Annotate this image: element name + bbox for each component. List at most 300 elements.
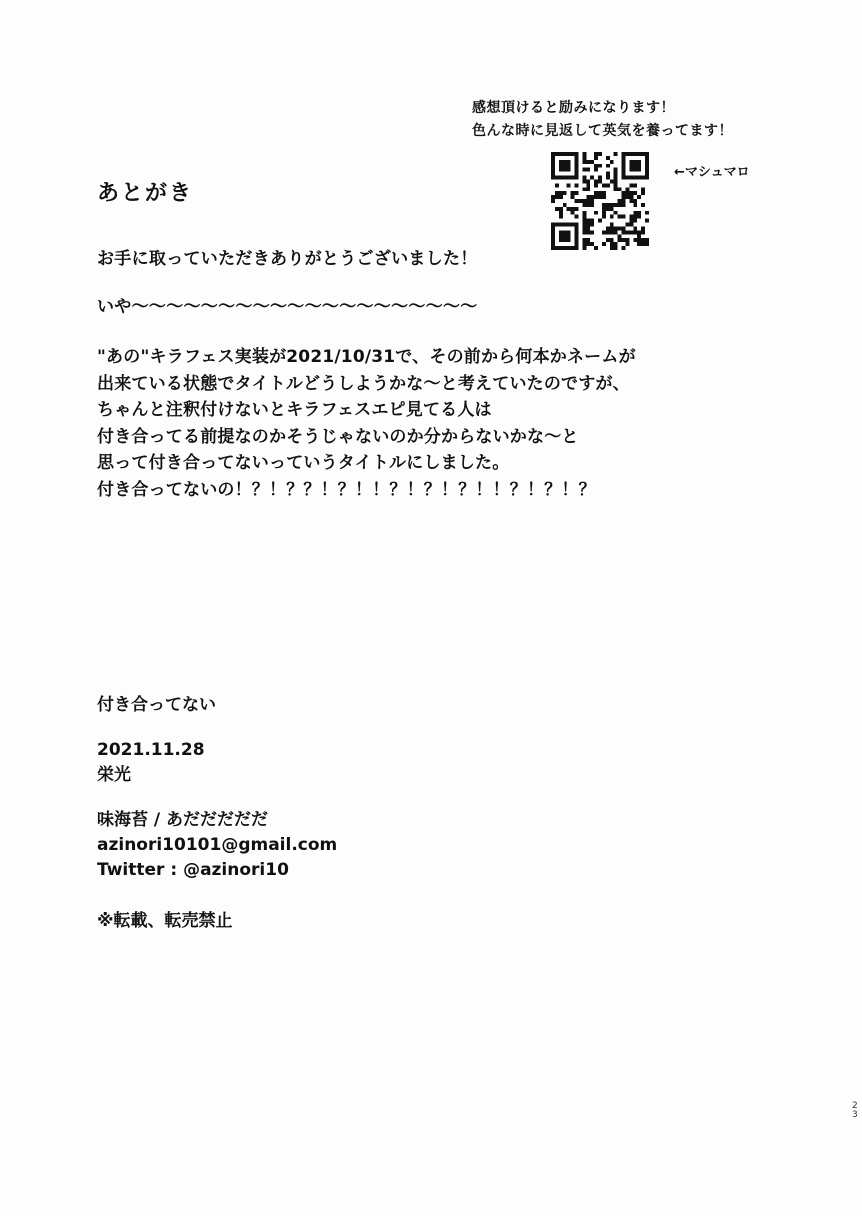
qr-module [567,223,571,227]
qr-module [602,207,606,211]
qr-module [637,230,641,234]
qr-module [598,152,602,156]
qr-module [590,160,594,164]
qr-module [610,246,614,250]
qr-module [606,176,610,180]
qr-module [582,215,586,219]
paragraph-line: 付き合ってる前提なのかそうじゃないのか分からないかな〜と [97,426,579,447]
qr-module [633,238,637,242]
qr-module [622,176,626,180]
qr-module [645,211,649,215]
qr-module [555,191,559,195]
qr-module [555,223,559,227]
qr-module [625,230,629,234]
qr-module [586,219,590,223]
qr-module [614,179,618,183]
qr-module [629,230,633,234]
qr-module [582,203,586,207]
qr-module [563,164,567,168]
qr-module [618,203,622,207]
qr-module [586,168,590,172]
qr-code-icon[interactable] [551,152,649,250]
qr-module [567,234,571,238]
qr-module [551,160,555,164]
qr-module [622,226,626,230]
paragraph-line: 付き合ってないの！？！？？！？！！？！？！？！！？！？！？ [97,479,596,500]
qr-module [614,187,618,191]
paragraph-line: 思って付き合ってないっていうタイトルにしました。 [97,453,510,473]
qr-module [622,191,626,195]
twitter-handle: Twitter : @azinori10 [97,860,289,880]
qr-module [622,152,626,156]
qr-module [590,242,594,246]
reprint-notice: ※転載、転売禁止 [97,911,233,931]
qr-module [645,160,649,164]
qr-module [637,215,641,219]
qr-module [590,219,594,223]
qr-module [582,160,586,164]
qr-module [602,191,606,195]
qr-module [614,183,618,187]
qr-module [551,152,555,156]
qr-module [563,176,567,180]
qr-module [575,152,579,156]
qr-module [598,191,602,195]
page-number-digit: 3 [852,1110,858,1120]
qr-module [633,211,637,215]
qr-module [598,179,602,183]
qr-module [567,230,571,234]
qr-module [602,183,606,187]
email-address: azinori10101@gmail.com [97,835,338,855]
qr-module [610,230,614,234]
qr-module [633,215,637,219]
qr-module [551,156,555,160]
qr-module [559,168,563,172]
qr-module [590,199,594,203]
qr-module [625,187,629,191]
qr-module [559,234,563,238]
qr-module [633,176,637,180]
qr-module [582,211,586,215]
qr-module [606,207,610,211]
qr-module [586,179,590,183]
qr-module [582,199,586,203]
qr-module [618,199,622,203]
qr-module [575,156,579,160]
qr-module [645,238,649,242]
qr-module [571,176,575,180]
qr-module [563,238,567,242]
qr-module [571,195,575,199]
qr-module [578,199,582,203]
qr-module [551,172,555,176]
qr-module [551,199,555,203]
qr-module [571,246,575,250]
qr-module [625,195,629,199]
qr-module [594,246,598,250]
qr-module [586,226,590,230]
qr-module [571,211,575,215]
qr-module [602,203,606,207]
qr-module [582,179,586,183]
feedback-note-line-1: 感想頂けると励みになります！ [472,100,675,116]
qr-module [559,176,563,180]
qr-module [594,156,598,160]
qr-module [645,152,649,156]
qr-module [598,164,602,168]
qr-module [606,172,610,176]
qr-module [582,223,586,227]
qr-module [575,242,579,246]
qr-module [641,226,645,230]
qr-module [551,226,555,230]
marshmallow-label: ←マシュマロ [674,165,750,180]
book-title: 付き合ってない [97,695,216,715]
qr-module [571,207,575,211]
qr-module [606,203,610,207]
qr-module [606,183,610,187]
qr-module [606,238,610,242]
qr-module [622,238,626,242]
qr-module [594,179,598,183]
qr-module [594,152,598,156]
qr-module [645,172,649,176]
qr-module [610,207,614,211]
qr-module [594,164,598,168]
feedback-note-line-2: 色んな時に見返して英気を養ってます！ [472,123,733,139]
qr-module [582,246,586,250]
qr-module [567,207,571,211]
qr-module [575,183,579,187]
qr-module [551,242,555,246]
qr-module [606,226,610,230]
qr-module [559,238,563,242]
qr-module [614,172,618,176]
qr-module [582,226,586,230]
qr-module [590,223,594,227]
qr-module [629,168,633,172]
qr-module [575,238,579,242]
qr-module [575,230,579,234]
qr-module [571,191,575,195]
qr-module [567,160,571,164]
qr-module [586,238,590,242]
page-number-digit: 2 [852,1101,858,1111]
qr-module [594,168,598,172]
qr-module [629,183,633,187]
qr-module [629,191,633,195]
qr-module [598,195,602,199]
qr-module [629,215,633,219]
qr-module [637,160,641,164]
qr-module [586,223,590,227]
qr-module [610,203,614,207]
qr-module [602,211,606,215]
qr-module [551,168,555,172]
qr-module [622,215,626,219]
qr-module [555,183,559,187]
qr-module [641,230,645,234]
qr-module [563,223,567,227]
qr-module [559,160,563,164]
qr-module [637,242,641,246]
qr-module [571,223,575,227]
qr-module [645,242,649,246]
qr-module [629,176,633,180]
qr-module [645,156,649,160]
paragraph-line: 出来ている状態でタイトルどうしようかな〜と考えていたのですが、 [97,373,630,394]
qr-module [567,183,571,187]
qr-module [551,176,555,180]
qr-module [555,195,559,199]
qr-module [614,203,618,207]
qr-module [618,234,622,238]
qr-module [575,164,579,168]
publication-date: 2021.11.28 [97,740,205,760]
qr-module [582,152,586,156]
qr-module [582,219,586,223]
qr-module [633,164,637,168]
qr-module [582,238,586,242]
qr-module [622,160,626,164]
qr-module [575,168,579,172]
qr-module [622,168,626,172]
qr-module [551,164,555,168]
qr-module [614,242,618,246]
qr-module [622,156,626,160]
qr-module [582,187,586,191]
qr-module [598,176,602,180]
qr-module [555,176,559,180]
qr-module [575,215,579,219]
qr-module [563,160,567,164]
qr-module [563,168,567,172]
qr-module [622,246,626,250]
qr-module [594,183,598,187]
qr-module [594,191,598,195]
qr-module [614,226,618,230]
qr-module [567,168,571,172]
qr-module [625,238,629,242]
qr-module [559,191,563,195]
qr-module [567,152,571,156]
qr-module [618,187,622,191]
qr-module [551,246,555,250]
qr-module [582,176,586,180]
qr-module [622,199,626,203]
qr-module [633,183,637,187]
qr-module [598,219,602,223]
qr-module [629,199,633,203]
qr-module [602,230,606,234]
qr-module [575,160,579,164]
qr-module [614,246,618,250]
qr-module [641,238,645,242]
qr-module [559,164,563,168]
qr-module [567,246,571,250]
qr-module [629,164,633,168]
qr-module [618,215,622,219]
qr-module [645,168,649,172]
paragraph-line: "あの"キラフェス実装が2021/10/31で、その前から何本かネームが [97,347,636,367]
qr-module [622,230,626,234]
qr-module [622,172,626,176]
qr-module [555,152,559,156]
qr-module [610,179,614,183]
qr-module [575,176,579,180]
qr-module [555,207,559,211]
qr-module [559,215,563,219]
qr-module [602,215,606,219]
qr-module [637,168,641,172]
qr-module [551,195,555,199]
qr-module [637,234,641,238]
qr-module [551,230,555,234]
qr-module [633,168,637,172]
qr-module [590,195,594,199]
qr-module [633,160,637,164]
qr-module [629,160,633,164]
qr-module [567,164,571,168]
qr-module [559,230,563,234]
qr-module [629,223,633,227]
qr-module [563,230,567,234]
qr-module [582,156,586,160]
qr-module [590,203,594,207]
qr-module [586,199,590,203]
qr-module [641,203,645,207]
qr-module [551,223,555,227]
qr-module [625,152,629,156]
qr-module [610,160,614,164]
event-name: 栄光 [97,765,131,785]
qr-module [610,223,614,227]
qr-module [633,226,637,230]
qr-module [590,176,594,180]
qr-module [559,195,563,199]
qr-module [633,230,637,234]
qr-module [586,242,590,246]
qr-module [614,168,618,172]
qr-module [563,246,567,250]
qr-module [645,176,649,180]
qr-module [633,219,637,223]
page-title: あとがき [97,181,194,206]
qr-module [618,226,622,230]
publication-info [97,738,205,788]
qr-module [610,226,614,230]
qr-module [625,242,629,246]
feedback-note [472,97,733,143]
qr-module [610,215,614,219]
thanks-text: お手に取っていただきありがとうございました！ [97,249,478,269]
qr-module [610,242,614,246]
qr-module [637,195,641,199]
qr-module [614,176,618,180]
qr-module [563,234,567,238]
qr-module [559,152,563,156]
qr-module [602,195,606,199]
qr-module [606,230,610,234]
qr-module [606,164,610,168]
qr-module [559,211,563,215]
circle-name: 味海苔 / あだだだだだ [97,810,269,830]
qr-module [586,160,590,164]
qr-module [575,246,579,250]
qr-module [586,187,590,191]
qr-module [559,246,563,250]
author-info [97,808,337,883]
qr-module [590,230,594,234]
qr-module [575,226,579,230]
qr-module [586,203,590,207]
qr-module [582,230,586,234]
qr-module [625,191,629,195]
qr-module [555,246,559,250]
exclamation-text: いや〜〜〜〜〜〜〜〜〜〜〜〜〜〜〜〜〜〜〜〜 [97,297,478,317]
qr-module [559,207,563,211]
qr-module [614,211,618,215]
qr-module [633,191,637,195]
qr-module [625,176,629,180]
qr-module [559,223,563,227]
qr-module [606,156,610,160]
qr-module [618,238,622,242]
qr-module [586,230,590,234]
qr-module [629,152,633,156]
qr-module [602,242,606,246]
qr-module [622,195,626,199]
page-number [852,1102,858,1120]
qr-module [637,176,641,180]
qr-module [622,164,626,168]
qr-module [641,191,645,195]
qr-module [563,203,567,207]
qr-module [563,191,567,195]
qr-module [629,195,633,199]
qr-module [575,199,579,203]
qr-module [637,238,641,242]
qr-module [641,187,645,191]
qr-module [551,234,555,238]
qr-module [637,152,641,156]
afterword-paragraph [97,344,636,503]
qr-module [551,238,555,242]
qr-module [575,172,579,176]
qr-module [637,164,641,168]
qr-module [633,199,637,203]
qr-module [563,152,567,156]
paragraph-line: ちゃんと注釈付けないとキラフェスエピ見てる人は [97,400,492,420]
qr-module [594,195,598,199]
qr-module [594,211,598,215]
qr-module [641,242,645,246]
qr-module [571,152,575,156]
qr-module [614,152,618,156]
qr-module [641,176,645,180]
qr-module [582,168,586,172]
qr-module [645,164,649,168]
qr-module [622,203,626,207]
qr-module [633,203,637,207]
qr-module [614,230,618,234]
qr-module [567,238,571,242]
qr-module [637,211,641,215]
qr-module [641,152,645,156]
qr-module [633,152,637,156]
qr-module [629,219,633,223]
